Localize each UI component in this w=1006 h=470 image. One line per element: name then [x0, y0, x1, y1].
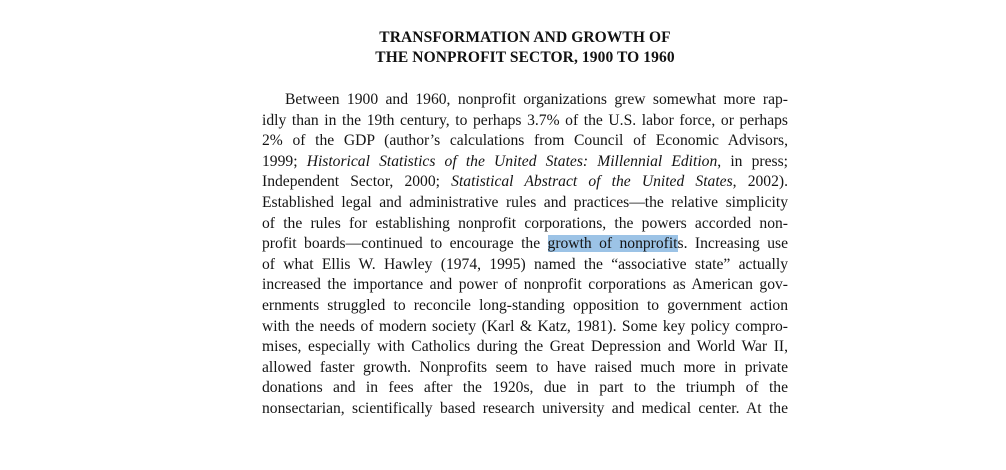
text-line[interactable]: 2% of the GDP (author’s calculations from Council of Economic Advisors, — [262, 132, 788, 150]
text-line[interactable]: nonsectarian, scientifically based research university and medical center. At the — [262, 399, 788, 417]
heading-line-1: TRANSFORMATION AND GROWTH OF — [379, 29, 671, 46]
section-heading — [262, 28, 788, 68]
text-line[interactable]: allowed faster growth. Nonprofits seem to have raised much more in private — [262, 358, 788, 376]
text-line[interactable] — [262, 234, 788, 255]
text-span: Independent Sector, 2000; — [262, 173, 452, 191]
italic-title: Historical Statistics of the United States: Millennial Edition — [306, 152, 718, 170]
text-span: profit boards—continued to encourage the — [262, 235, 548, 253]
text-line[interactable] — [262, 172, 788, 193]
text-span: , in press; — [717, 152, 788, 170]
text-line[interactable]: ernments struggled to reconcile long-standing opposition to government action — [262, 296, 788, 314]
text-line[interactable]: donations and in fees after the 1920s, due in part to the triumph of the — [262, 379, 788, 397]
text-selection-highlight[interactable]: growth of nonprofit — [547, 235, 678, 253]
text-line[interactable]: increased the importance and power of nonprofit corporations as American gov- — [262, 276, 788, 294]
text-line[interactable]: Between 1900 and 1960, nonprofit organizations grew somewhat more rap- — [285, 91, 788, 108]
text-line[interactable]: idly than in the 19th century, to perhaps 3.7% of the U.S. labor force, or perhaps — [262, 111, 788, 129]
heading-line-2: THE NONPROFIT SECTOR, 1900 TO 1960 — [375, 49, 675, 66]
italic-title: Statistical Abstract of the United States — [451, 173, 733, 191]
text-line[interactable]: Established legal and administrative rules and practices—the relative simplicity — [262, 193, 788, 211]
text-span: 1999; — [262, 152, 307, 170]
body-paragraph[interactable] — [262, 90, 788, 420]
text-line[interactable]: of the rules for establishing nonprofit corporations, the powers accorded non- — [262, 214, 788, 232]
text-line[interactable]: mises, especially with Catholics during the Great Depression and World War II, — [262, 338, 788, 356]
text-line[interactable]: with the needs of modern society (Karl & Katz, 1981). Some key policy compro- — [262, 317, 788, 335]
text-line[interactable] — [262, 152, 788, 173]
text-span: , 2002). — [732, 173, 788, 191]
text-span: s. Increasing use — [677, 235, 788, 253]
text-line[interactable]: of what Ellis W. Hawley (1974, 1995) named the “associative state” actually — [262, 255, 788, 273]
